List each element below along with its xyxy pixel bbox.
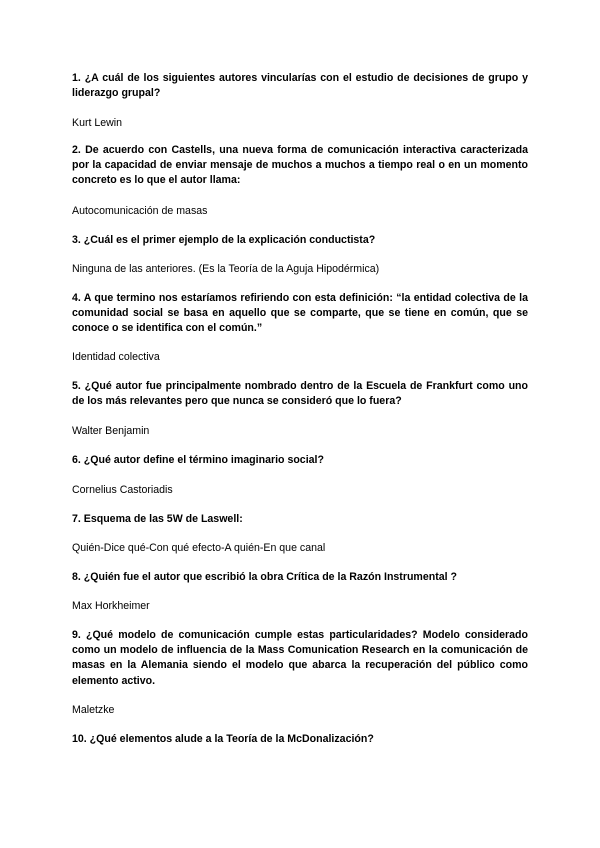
question-6: 6. ¿Qué autor define el término imaginario social? <box>72 454 324 466</box>
question-1: 1. ¿A cuál de los siguientes autores vincularías con el estudio de decisiones de grupo y liderazgo grupal? <box>72 72 528 100</box>
answer-6: Cornelius Castoriadis <box>72 484 173 496</box>
question-3: 3. ¿Cuál es el primer ejemplo de la explicación conductista? <box>72 234 376 246</box>
question-4: 4. A que termino nos estaríamos refiriendo con esta definición: “la entidad colectiva de la comunidad social se basa en aquello que se comparte, que se tiene en común, que se conoce o se identifica con el común.” <box>72 292 528 335</box>
answer-5: Walter Benjamin <box>72 425 150 437</box>
answer-9: Maletzke <box>72 704 115 716</box>
question-5: 5. ¿Qué autor fue principalmente nombrado dentro de la Escuela de Frankfurt como uno de los más relevantes pero que nunca se consideró que lo fuera? <box>72 380 528 408</box>
answer-1: Kurt Lewin <box>72 117 123 129</box>
question-9: 9. ¿Qué modelo de comunicación cumple estas particularidades? Modelo considerado como un modelo de influencia de la Mass Comunication Research en la comunicación de masas en la Alemania siendo el modelo que abarca la recuperación del público como elemento activo. <box>72 629 528 687</box>
answer-3: Ninguna de las anteriores. (Es la Teoría de la Aguja Hipodérmica) <box>72 263 380 275</box>
answer-8: Max Horkheimer <box>72 600 150 612</box>
answer-7: Quién-Dice qué-Con qué efecto-A quién-En que canal <box>72 542 326 554</box>
question-2: 2. De acuerdo con Castells, una nueva forma de comunicación interactiva caracterizada por la capacidad de enviar mensaje de muchos a muchos a tiempo real o en un momento concreto es lo que el autor llama: <box>72 144 528 187</box>
answer-2: Autocomunicación de masas <box>72 205 208 217</box>
question-10: 10. ¿Qué elementos alude a la Teoría de la McDonalización? <box>72 733 374 745</box>
answer-4: Identidad colectiva <box>72 351 160 363</box>
question-8: 8. ¿Quién fue el autor que escribió la obra Crítica de la Razón Instrumental ? <box>72 571 457 583</box>
question-7: 7. Esquema de las 5W de Laswell: <box>72 513 243 525</box>
